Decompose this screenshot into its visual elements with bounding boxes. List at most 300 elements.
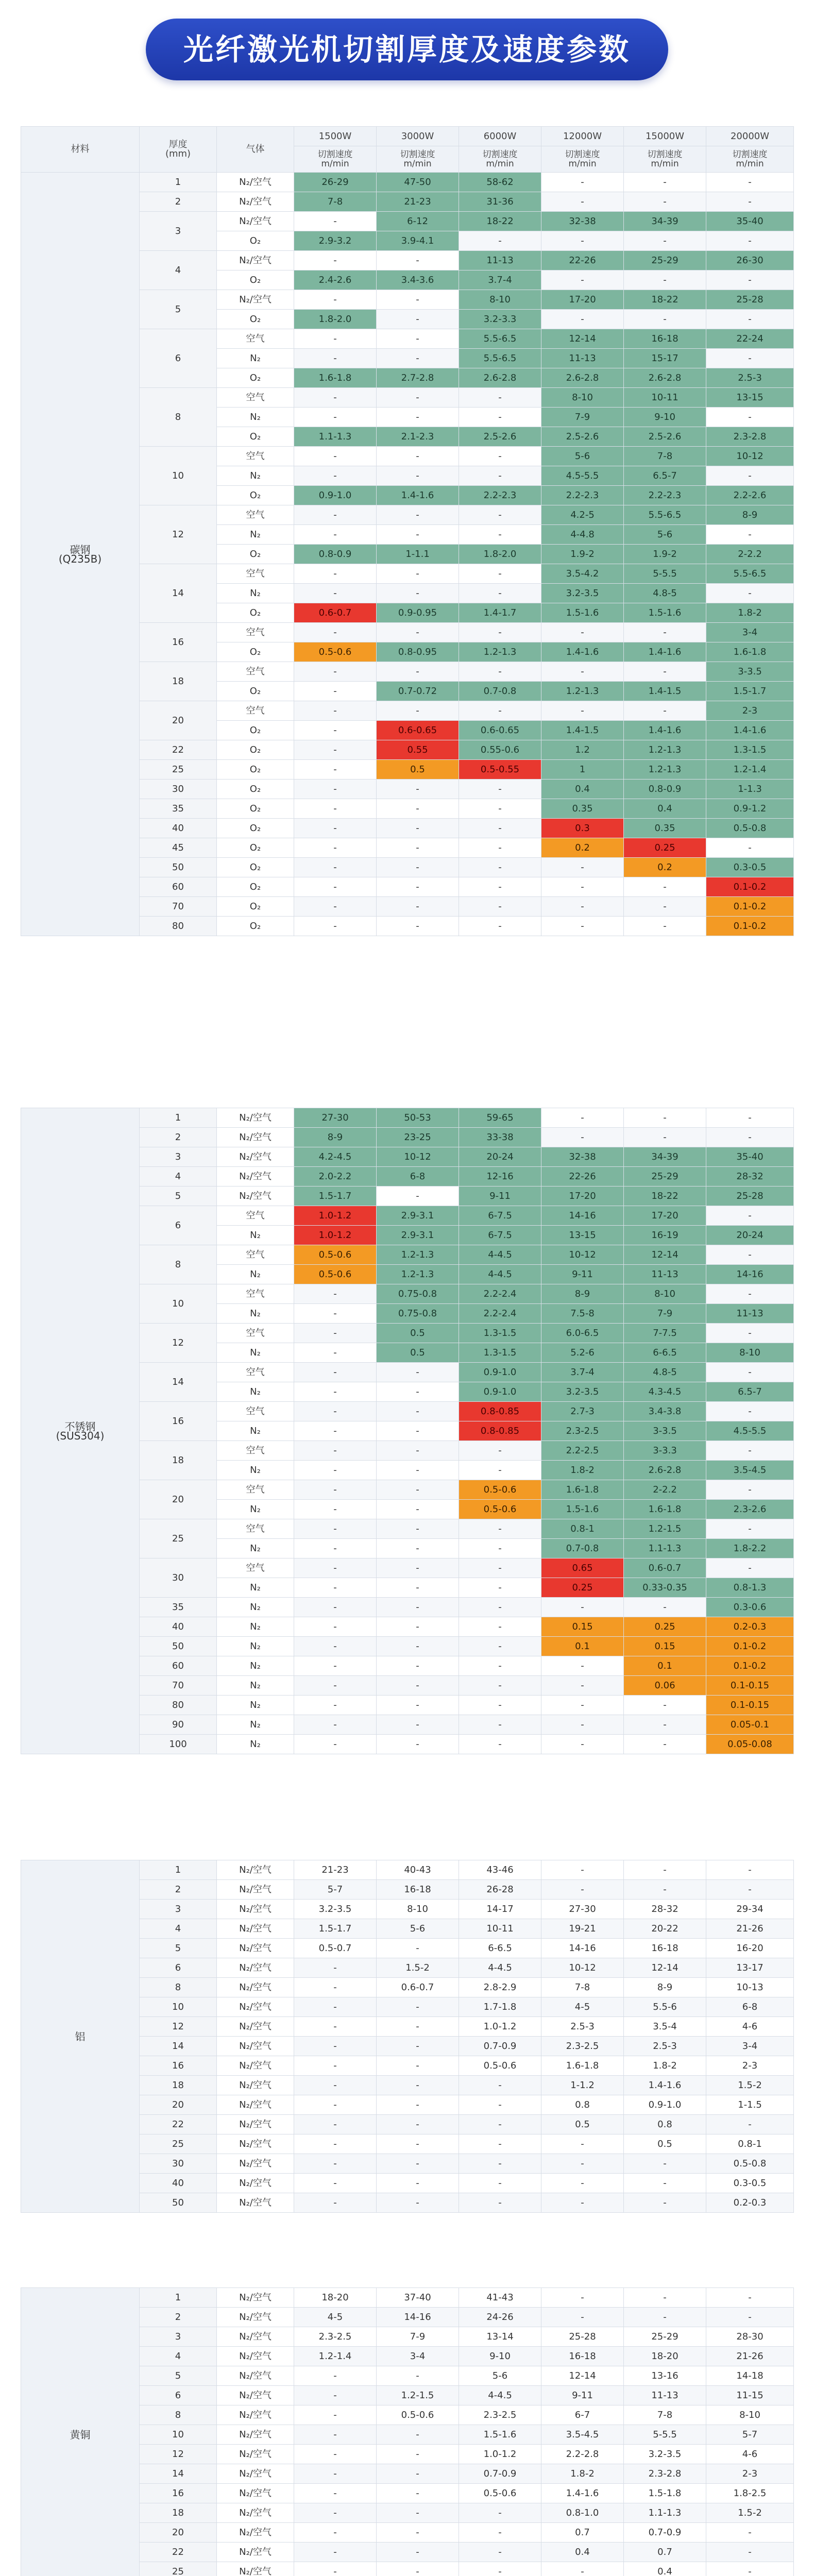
speed-cell: 0.35 (541, 799, 624, 819)
speed-cell: 22-26 (541, 251, 624, 270)
gas-cell: O₂ (217, 721, 294, 740)
gas-cell: N₂/空气 (217, 1860, 294, 1880)
speed-cell: 1.8-2 (541, 1461, 624, 1480)
speed-cell: - (294, 2056, 377, 2076)
speed-cell: 6.0-6.5 (541, 1324, 624, 1343)
speed-cell: - (294, 1617, 377, 1637)
speed-cell: 20-24 (706, 1226, 794, 1245)
speed-cell: 6-6.5 (459, 1939, 541, 1958)
speed-cell: 1.5-1.6 (459, 2425, 541, 2445)
thickness-cell: 3 (140, 1900, 217, 1919)
speed-cell: 22-26 (541, 1167, 624, 1187)
thickness-cell: 80 (140, 1696, 217, 1715)
thickness-cell: 35 (140, 799, 217, 819)
speed-cell: - (377, 505, 459, 525)
thickness-cell: 14 (140, 2464, 217, 2484)
gas-cell: N₂/空气 (217, 2134, 294, 2154)
speed-cell: 37-40 (377, 2288, 459, 2308)
speed-cell: 3.2-3.5 (541, 1382, 624, 1402)
speed-cell: 8-10 (706, 1343, 794, 1363)
speed-cell: 8-9 (294, 1128, 377, 1147)
speed-cell: 16-18 (624, 1939, 706, 1958)
gas-cell: N₂ (217, 1696, 294, 1715)
speed-cell: - (377, 290, 459, 310)
gas-cell: N₂/空气 (217, 2037, 294, 2056)
thickness-cell: 6 (140, 1206, 217, 1245)
speed-cell: - (377, 2523, 459, 2543)
speed-cell: 1.3-1.5 (706, 740, 794, 760)
speed-cell: 0.6-0.7 (377, 1978, 459, 1997)
speed-cell: - (377, 1441, 459, 1461)
speed-cell: - (294, 1382, 377, 1402)
gas-cell: N₂ (217, 1500, 294, 1519)
speed-cell: 12-14 (624, 1958, 706, 1978)
speed-cell: 1.5-1.8 (624, 2484, 706, 2503)
speed-cell: - (377, 1363, 459, 1382)
speed-cell: - (377, 858, 459, 877)
thickness-cell: 50 (140, 858, 217, 877)
speed-cell: 1.2-1.5 (624, 1519, 706, 1539)
speed-cell: 0.5 (624, 2134, 706, 2154)
speed-cell: - (459, 1715, 541, 1735)
speed-cell: 2.2-2.6 (706, 486, 794, 505)
gas-cell: N₂/空气 (217, 2543, 294, 2562)
gas-cell: O₂ (217, 642, 294, 662)
thickness-cell: 12 (140, 505, 217, 564)
speed-cell: - (541, 858, 624, 877)
gas-cell: N₂/空气 (217, 1919, 294, 1939)
speed-cell: 10-11 (624, 388, 706, 408)
thickness-cell: 1 (140, 1860, 217, 1880)
gas-cell: N₂/空气 (217, 2056, 294, 2076)
speed-cell: 16-18 (377, 1880, 459, 1900)
gas-cell: N₂/空气 (217, 2484, 294, 2503)
speed-cell: - (294, 2484, 377, 2503)
speed-cell: - (294, 721, 377, 740)
speed-cell: 1.8-2 (706, 603, 794, 623)
speed-cell: - (459, 701, 541, 721)
gas-cell: O₂ (217, 917, 294, 936)
speed-cell: - (459, 897, 541, 917)
speed-cell: - (377, 1598, 459, 1617)
gas-cell: N₂/空气 (217, 2464, 294, 2484)
thickness-cell: 6 (140, 1958, 217, 1978)
speed-cell: - (541, 1656, 624, 1676)
speed-cell: - (706, 2562, 794, 2576)
speed-cell: - (541, 877, 624, 897)
speed-cell: - (541, 1128, 624, 1147)
gas-cell: N₂ (217, 1382, 294, 1402)
speed-cell: - (377, 2134, 459, 2154)
speed-cell: 12-14 (541, 329, 624, 349)
speed-cell: - (377, 1421, 459, 1441)
speed-cell: 0.2 (624, 858, 706, 877)
speed-cell: 28-32 (624, 1900, 706, 1919)
gas-cell: N₂/空气 (217, 2308, 294, 2327)
speed-cell: - (706, 1363, 794, 1382)
speed-cell: - (541, 662, 624, 682)
speed-cell: 3-3.3 (624, 1441, 706, 1461)
speed-cell: - (459, 858, 541, 877)
header-speed: 切割速度 m/min (294, 146, 377, 173)
speed-cell: 1.2-1.3 (459, 642, 541, 662)
speed-cell: - (541, 1880, 624, 1900)
speed-cell: 4-6 (706, 2017, 794, 2037)
speed-cell: - (377, 349, 459, 368)
speed-cell: - (294, 2037, 377, 2056)
speed-cell: 0.5-0.6 (294, 1265, 377, 1284)
speed-cell: 1.4-1.5 (541, 721, 624, 740)
speed-cell: 15-17 (624, 349, 706, 368)
speed-cell: 0.15 (624, 1637, 706, 1656)
thickness-cell: 10 (140, 447, 217, 505)
speed-cell: 2.4-2.6 (294, 270, 377, 290)
speed-cell: 0.8-0.85 (459, 1421, 541, 1441)
speed-cell: - (294, 1558, 377, 1578)
speed-cell: - (706, 2523, 794, 2543)
speed-cell: 18-22 (624, 290, 706, 310)
speed-cell: - (294, 877, 377, 897)
speed-cell: 5-7 (294, 1880, 377, 1900)
gas-cell: N₂ (217, 1421, 294, 1441)
speed-cell: 0.3-0.5 (706, 2174, 794, 2193)
gas-cell: 空气 (217, 447, 294, 466)
thickness-cell: 3 (140, 212, 217, 251)
speed-cell: 23-25 (377, 1128, 459, 1147)
speed-cell: - (294, 2523, 377, 2543)
speed-cell: - (294, 1715, 377, 1735)
gas-cell: 空气 (217, 701, 294, 721)
speed-cell: 0.5-0.6 (459, 1480, 541, 1500)
speed-cell: 14-18 (706, 2366, 794, 2386)
speed-cell: 0.1-0.2 (706, 1656, 794, 1676)
speed-cell: 8-9 (706, 505, 794, 525)
speed-cell: 2.2-2.4 (459, 1284, 541, 1304)
speed-cell: 50-53 (377, 1108, 459, 1128)
speed-cell: - (294, 1578, 377, 1598)
speed-cell: 1.2-1.3 (377, 1265, 459, 1284)
header-power: 6000W (459, 127, 541, 146)
speed-cell: 2.5-2.6 (541, 427, 624, 447)
speed-cell: - (541, 1696, 624, 1715)
speed-cell: 17-20 (624, 1206, 706, 1226)
speed-cell: 18-20 (294, 2288, 377, 2308)
speed-cell: 1.8-2.5 (706, 2484, 794, 2503)
speed-cell: - (459, 1637, 541, 1656)
thickness-cell: 25 (140, 1519, 217, 1558)
speed-cell: - (377, 2095, 459, 2115)
speed-cell: 58-62 (459, 173, 541, 192)
speed-cell: 1.5-1.7 (294, 1919, 377, 1939)
speed-cell: - (706, 2543, 794, 2562)
speed-cell: 2.3-2.5 (459, 2405, 541, 2425)
gas-cell: N₂ (217, 1735, 294, 1754)
gas-cell: 空气 (217, 1519, 294, 1539)
gas-cell: 空气 (217, 1441, 294, 1461)
gas-cell: O₂ (217, 760, 294, 779)
gas-cell: N₂/空气 (217, 2095, 294, 2115)
speed-cell: 25-28 (706, 1187, 794, 1206)
speed-cell: 1.5-1.6 (541, 603, 624, 623)
gas-cell: N₂/空气 (217, 2445, 294, 2464)
speed-cell: 11-13 (624, 2386, 706, 2405)
speed-cell: - (541, 1676, 624, 1696)
speed-cell: 1.2-1.3 (377, 1245, 459, 1265)
speed-cell: - (459, 2193, 541, 2213)
speed-cell: - (624, 2308, 706, 2327)
speed-cell: - (377, 2115, 459, 2134)
speed-cell: - (541, 192, 624, 212)
header-power: 20000W (706, 127, 794, 146)
speed-cell: 10-12 (377, 1147, 459, 1167)
speed-cell: - (294, 1539, 377, 1558)
speed-cell: 2.3-2.5 (294, 2327, 377, 2347)
speed-cell: 2.5-2.6 (459, 427, 541, 447)
header-material: 材料 (21, 127, 140, 173)
gas-cell: N₂ (217, 1226, 294, 1245)
speed-cell: - (706, 1206, 794, 1226)
gas-cell: 空气 (217, 1402, 294, 1421)
speed-cell: - (377, 877, 459, 897)
speed-cell: 7-8 (624, 2405, 706, 2425)
speed-cell: 1.4-1.6 (624, 721, 706, 740)
speed-cell: 2-2.2 (624, 1480, 706, 1500)
speed-cell: - (459, 1676, 541, 1696)
gas-cell: O₂ (217, 486, 294, 505)
speed-cell: 0.75-0.8 (377, 1304, 459, 1324)
speed-cell: - (377, 917, 459, 936)
speed-cell: - (459, 388, 541, 408)
speed-cell: - (294, 212, 377, 231)
gas-cell: O₂ (217, 838, 294, 858)
gas-cell: 空气 (217, 1558, 294, 1578)
speed-cell: 28-30 (706, 2327, 794, 2347)
speed-cell: 0.33-0.35 (624, 1578, 706, 1598)
speed-cell: 2.2-2.3 (624, 486, 706, 505)
speed-cell: - (294, 1284, 377, 1304)
thickness-cell: 80 (140, 917, 217, 936)
speed-cell: 2.2-2.3 (459, 486, 541, 505)
speed-cell: - (377, 1939, 459, 1958)
speed-cell: 6-12 (377, 212, 459, 231)
thickness-cell: 40 (140, 819, 217, 838)
speed-cell: - (294, 662, 377, 682)
thickness-cell: 3 (140, 2327, 217, 2347)
speed-cell: 12-16 (459, 1167, 541, 1187)
speed-cell: - (294, 2543, 377, 2562)
gas-cell: N₂ (217, 349, 294, 368)
thickness-cell: 18 (140, 1441, 217, 1480)
thickness-cell: 1 (140, 2288, 217, 2308)
speed-cell: - (459, 779, 541, 799)
speed-cell: - (377, 2484, 459, 2503)
speed-cell: - (706, 408, 794, 427)
speed-cell: 8-10 (624, 1284, 706, 1304)
speed-cell: 4.3-4.5 (624, 1382, 706, 1402)
speed-cell: 9-11 (459, 1187, 541, 1206)
gas-cell: N₂/空气 (217, 212, 294, 231)
speed-cell: 10-12 (541, 1245, 624, 1265)
speed-cell: 6-8 (706, 1997, 794, 2017)
speed-cell: 3-4 (706, 2037, 794, 2056)
speed-cell: - (706, 1128, 794, 1147)
speed-cell: 7-8 (541, 1978, 624, 1997)
speed-cell: - (624, 192, 706, 212)
table-row (21, 1860, 794, 1880)
speed-cell: 1.0-1.2 (294, 1226, 377, 1245)
speed-cell: 34-39 (624, 212, 706, 231)
speed-cell: 0.9-1.0 (459, 1382, 541, 1402)
gas-cell: 空气 (217, 1363, 294, 1382)
speed-cell: - (294, 1637, 377, 1656)
speed-cell: 0.7-0.8 (541, 1539, 624, 1558)
speed-cell: - (541, 2193, 624, 2213)
speed-cell: - (377, 2543, 459, 2562)
speed-cell: 2.7-2.8 (377, 368, 459, 388)
speed-cell: 1.4-1.6 (624, 2076, 706, 2095)
speed-cell: 1 (541, 760, 624, 779)
speed-cell: - (459, 2095, 541, 2115)
speed-cell: - (706, 466, 794, 486)
thickness-cell: 4 (140, 251, 217, 290)
gas-cell: N₂/空气 (217, 1147, 294, 1167)
speed-cell: - (459, 2543, 541, 2562)
speed-cell: 1.8-2 (624, 2056, 706, 2076)
speed-cell: - (706, 349, 794, 368)
speed-cell: 0.5-0.7 (294, 1939, 377, 1958)
thickness-cell: 22 (140, 2543, 217, 2562)
speed-cell: - (377, 2037, 459, 2056)
speed-cell: - (541, 270, 624, 290)
thickness-cell: 4 (140, 2347, 217, 2366)
section-table (21, 126, 794, 936)
speed-cell: - (294, 819, 377, 838)
speed-cell: 3.2-3.5 (294, 1900, 377, 1919)
gas-cell: N₂/空气 (217, 2115, 294, 2134)
speed-cell: 6-8 (377, 1167, 459, 1187)
speed-cell: - (459, 564, 541, 584)
header-speed: 切割速度 m/min (541, 146, 624, 173)
gas-cell: N₂/空气 (217, 2154, 294, 2174)
speed-cell: 6-7 (541, 2405, 624, 2425)
speed-cell: 5.5-6.5 (706, 564, 794, 584)
speed-cell: 0.9-1.0 (294, 486, 377, 505)
speed-cell: 5.5-6.5 (459, 329, 541, 349)
gas-cell: 空气 (217, 329, 294, 349)
gas-cell: N₂/空气 (217, 1108, 294, 1128)
gas-cell: O₂ (217, 819, 294, 838)
header-speed: 切割速度 m/min (377, 146, 459, 173)
speed-cell: 0.1-0.2 (706, 897, 794, 917)
speed-cell: 4-5 (541, 1997, 624, 2017)
speed-cell: - (459, 1735, 541, 1754)
speed-cell: 0.2-0.3 (706, 1617, 794, 1637)
speed-cell: - (377, 2503, 459, 2523)
speed-cell: 0.5 (541, 2115, 624, 2134)
thickness-cell: 12 (140, 2445, 217, 2464)
speed-cell: 0.15 (541, 1617, 624, 1637)
speed-cell: - (294, 290, 377, 310)
speed-cell: 0.9-1.2 (706, 799, 794, 819)
speed-cell: 1.8-2.2 (706, 1539, 794, 1558)
speed-cell: - (624, 877, 706, 897)
speed-cell: - (294, 2017, 377, 2037)
speed-cell: 11-13 (706, 1304, 794, 1324)
speed-cell: - (624, 2193, 706, 2213)
thickness-cell: 3 (140, 1147, 217, 1167)
speed-cell: 0.65 (541, 1558, 624, 1578)
speed-cell: - (377, 1187, 459, 1206)
speed-cell: 3.5-4 (624, 2017, 706, 2037)
header-power: 3000W (377, 127, 459, 146)
speed-cell: 2.9-3.1 (377, 1226, 459, 1245)
speed-cell: - (294, 2562, 377, 2576)
speed-cell: - (377, 838, 459, 858)
speed-cell: - (377, 623, 459, 642)
speed-cell: - (377, 819, 459, 838)
speed-cell: 0.6-0.7 (294, 603, 377, 623)
speed-cell: 0.55 (377, 740, 459, 760)
speed-cell: 2.2-2.5 (541, 1441, 624, 1461)
speed-cell: 0.5-0.8 (706, 819, 794, 838)
speed-cell: - (459, 819, 541, 838)
speed-cell: 10-11 (459, 1919, 541, 1939)
speed-cell: 3.4-3.8 (624, 1402, 706, 1421)
speed-cell: - (459, 623, 541, 642)
speed-cell: 9-11 (541, 1265, 624, 1284)
speed-cell: - (377, 1500, 459, 1519)
speed-cell: 43-46 (459, 1860, 541, 1880)
speed-cell: 18-22 (459, 212, 541, 231)
gas-cell: N₂/空气 (217, 1128, 294, 1147)
speed-cell: - (624, 270, 706, 290)
speed-cell: 5.5-6.5 (459, 349, 541, 368)
thickness-cell: 14 (140, 2037, 217, 2056)
speed-cell: - (294, 2193, 377, 2213)
speed-cell: - (624, 1735, 706, 1754)
speed-cell: - (377, 251, 459, 270)
speed-cell: 0.5-0.8 (706, 2154, 794, 2174)
gas-cell: N₂/空气 (217, 2503, 294, 2523)
speed-cell: - (294, 1500, 377, 1519)
gas-cell: N₂ (217, 1343, 294, 1363)
speed-cell: - (706, 584, 794, 603)
thickness-cell: 2 (140, 192, 217, 212)
speed-cell: 2-2.2 (706, 545, 794, 564)
speed-cell: - (377, 2017, 459, 2037)
speed-cell: 2.8-2.9 (459, 1978, 541, 1997)
speed-cell: - (706, 1284, 794, 1304)
speed-cell: 0.7-0.9 (459, 2464, 541, 2484)
speed-cell: - (624, 1860, 706, 1880)
speed-cell: - (294, 1324, 377, 1343)
speed-cell: - (294, 838, 377, 858)
speed-cell: - (377, 466, 459, 486)
thickness-cell: 20 (140, 2095, 217, 2115)
speed-cell: 1.5-1.7 (294, 1187, 377, 1206)
speed-cell: - (294, 1997, 377, 2017)
speed-cell: - (377, 2425, 459, 2445)
speed-cell: 16-20 (706, 1939, 794, 1958)
speed-cell: 26-28 (459, 1880, 541, 1900)
thickness-cell: 22 (140, 740, 217, 760)
speed-cell: 4-6 (706, 2445, 794, 2464)
gas-cell: O₂ (217, 799, 294, 819)
speed-cell: - (459, 2562, 541, 2576)
speed-cell: - (459, 662, 541, 682)
gas-cell: N₂ (217, 466, 294, 486)
speed-cell: 3.5-4.2 (541, 564, 624, 584)
